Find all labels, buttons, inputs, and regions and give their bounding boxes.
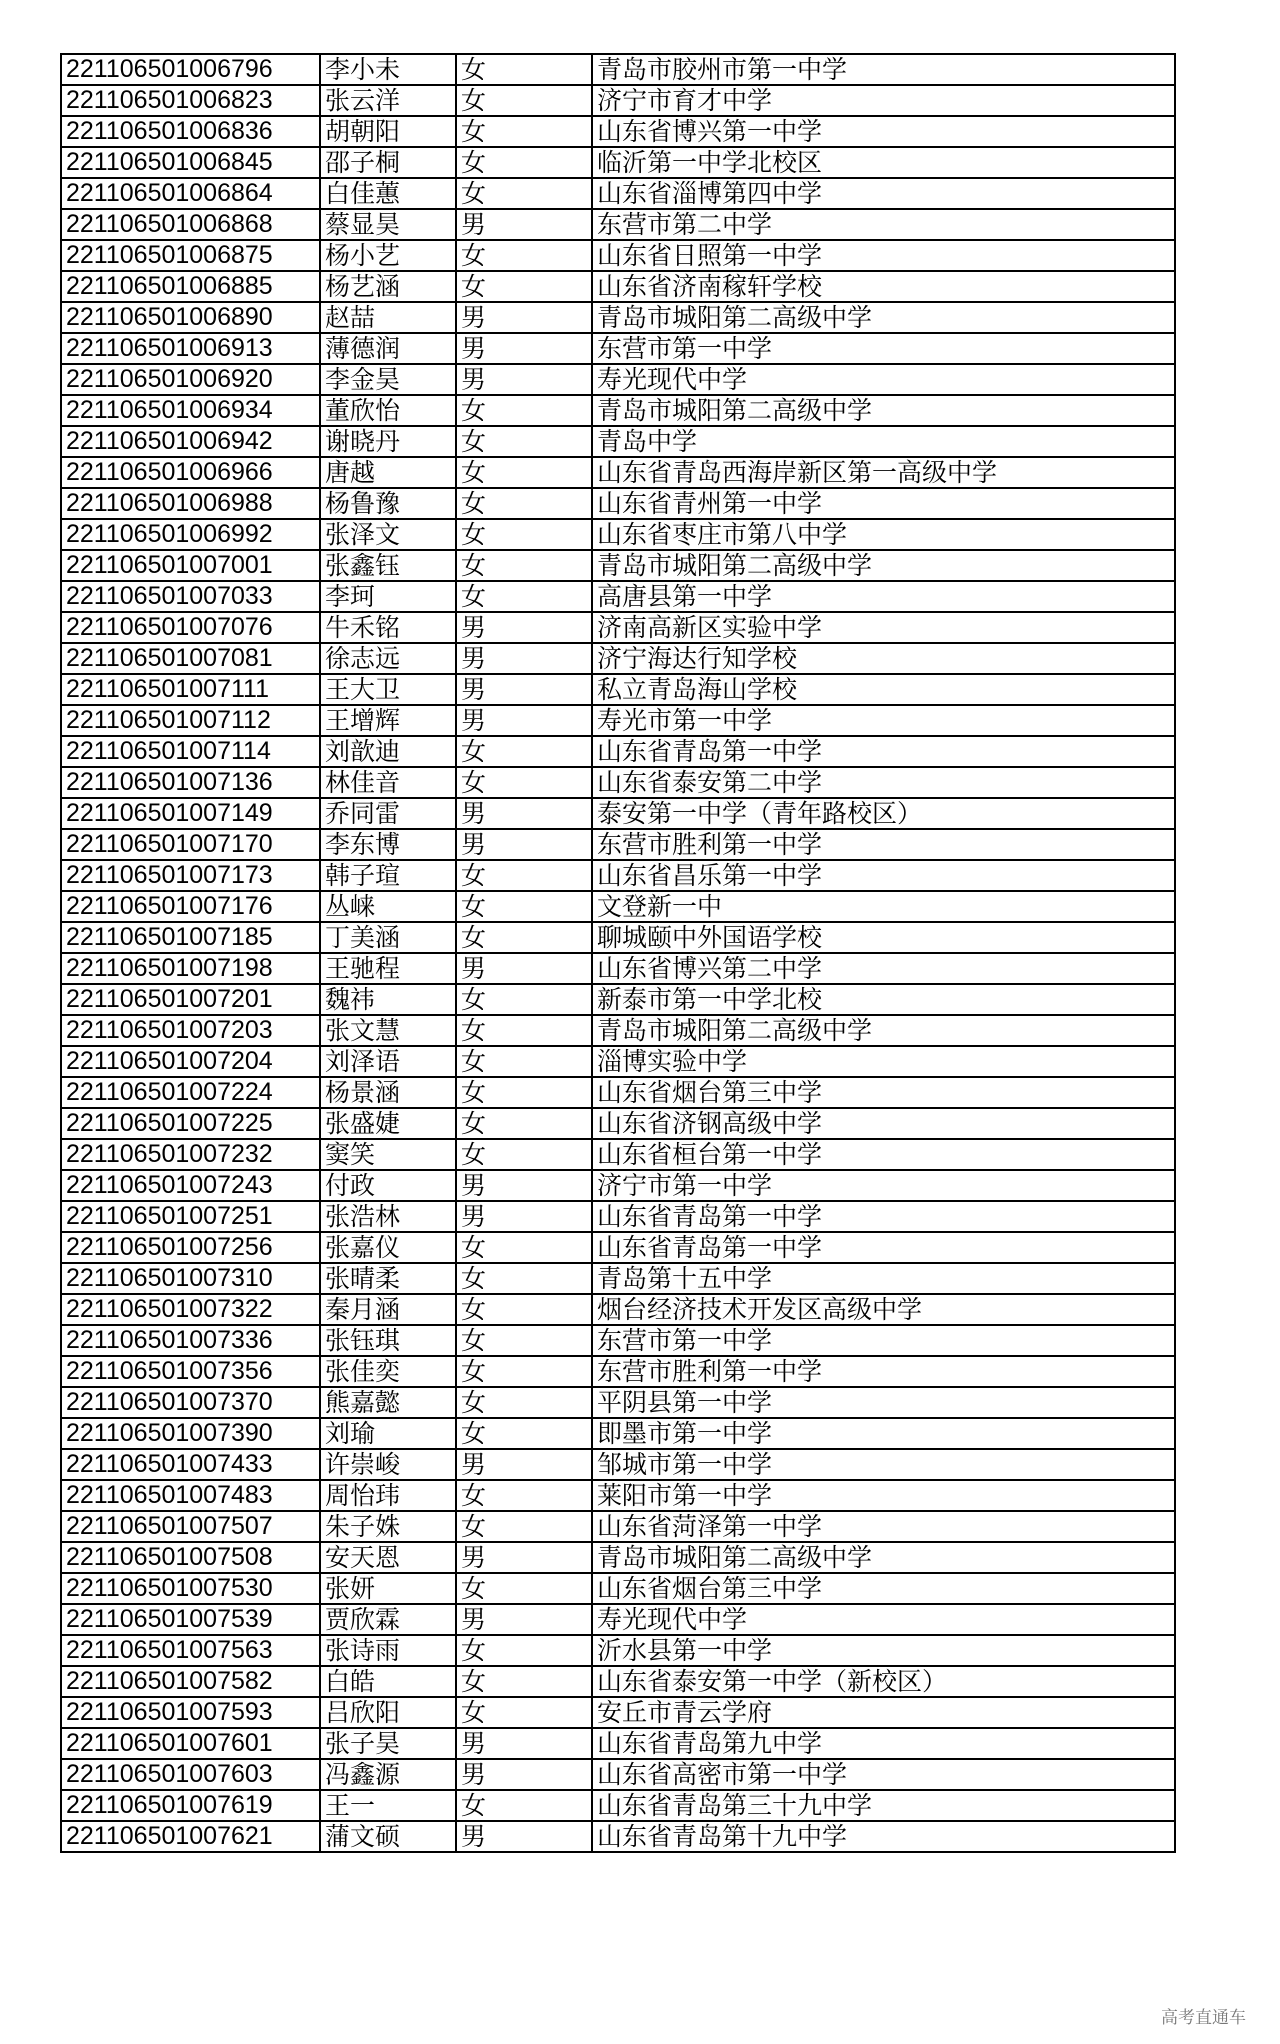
school-cell: 山东省青岛第十九中学 bbox=[592, 1821, 1175, 1852]
gender-cell: 女 bbox=[456, 1666, 592, 1697]
gender-cell: 女 bbox=[456, 1387, 592, 1418]
exam-id-cell: 221106501007390 bbox=[61, 1418, 320, 1449]
school-cell: 山东省青岛西海岸新区第一高级中学 bbox=[592, 457, 1175, 488]
table-row bbox=[61, 612, 1175, 643]
gender-cell: 男 bbox=[456, 1170, 592, 1201]
table-row bbox=[61, 1666, 1175, 1697]
table-row bbox=[61, 54, 1175, 85]
gender-cell: 女 bbox=[456, 426, 592, 457]
school-cell: 寿光现代中学 bbox=[592, 364, 1175, 395]
gender-cell: 男 bbox=[456, 1201, 592, 1232]
table-row bbox=[61, 674, 1175, 705]
table-row bbox=[61, 240, 1175, 271]
exam-id-cell: 221106501007310 bbox=[61, 1263, 320, 1294]
table-row bbox=[61, 1077, 1175, 1108]
gender-cell: 女 bbox=[456, 1263, 592, 1294]
name-cell: 牛禾铭 bbox=[320, 612, 456, 643]
name-cell: 张泽文 bbox=[320, 519, 456, 550]
exam-id-cell: 221106501007601 bbox=[61, 1728, 320, 1759]
exam-id-cell: 221106501007224 bbox=[61, 1077, 320, 1108]
name-cell: 贾欣霖 bbox=[320, 1604, 456, 1635]
school-cell: 山东省青岛第一中学 bbox=[592, 1201, 1175, 1232]
table-row bbox=[61, 860, 1175, 891]
name-cell: 韩子瑄 bbox=[320, 860, 456, 891]
exam-id-cell: 221106501006890 bbox=[61, 302, 320, 333]
school-cell: 东营市胜利第一中学 bbox=[592, 829, 1175, 860]
table-row bbox=[61, 1697, 1175, 1728]
school-cell: 即墨市第一中学 bbox=[592, 1418, 1175, 1449]
school-cell: 高唐县第一中学 bbox=[592, 581, 1175, 612]
name-cell: 张浩林 bbox=[320, 1201, 456, 1232]
school-cell: 山东省泰安第二中学 bbox=[592, 767, 1175, 798]
table-row bbox=[61, 829, 1175, 860]
name-cell: 张佳奕 bbox=[320, 1356, 456, 1387]
school-cell: 山东省烟台第三中学 bbox=[592, 1077, 1175, 1108]
school-cell: 邹城市第一中学 bbox=[592, 1449, 1175, 1480]
table-row bbox=[61, 488, 1175, 519]
name-cell: 丛崃 bbox=[320, 891, 456, 922]
exam-id-cell: 221106501007356 bbox=[61, 1356, 320, 1387]
exam-id-cell: 221106501007530 bbox=[61, 1573, 320, 1604]
name-cell: 张晴柔 bbox=[320, 1263, 456, 1294]
table-row bbox=[61, 798, 1175, 829]
name-cell: 张子昊 bbox=[320, 1728, 456, 1759]
exam-id-cell: 221106501006823 bbox=[61, 85, 320, 116]
gender-cell: 女 bbox=[456, 1697, 592, 1728]
gender-cell: 男 bbox=[456, 302, 592, 333]
school-cell: 青岛市胶州市第一中学 bbox=[592, 54, 1175, 85]
exam-id-cell: 221106501007114 bbox=[61, 736, 320, 767]
table-row bbox=[61, 147, 1175, 178]
exam-id-cell: 221106501006913 bbox=[61, 333, 320, 364]
exam-id-cell: 221106501006934 bbox=[61, 395, 320, 426]
school-cell: 青岛市城阳第二高级中学 bbox=[592, 550, 1175, 581]
exam-id-cell: 221106501007322 bbox=[61, 1294, 320, 1325]
exam-id-cell: 221106501006885 bbox=[61, 271, 320, 302]
name-cell: 薄德润 bbox=[320, 333, 456, 364]
exam-id-cell: 221106501006868 bbox=[61, 209, 320, 240]
table-row bbox=[61, 1201, 1175, 1232]
school-cell: 文登新一中 bbox=[592, 891, 1175, 922]
school-cell: 沂水县第一中学 bbox=[592, 1635, 1175, 1666]
table-row bbox=[61, 550, 1175, 581]
name-cell: 杨小艺 bbox=[320, 240, 456, 271]
exam-id-cell: 221106501007203 bbox=[61, 1015, 320, 1046]
gender-cell: 男 bbox=[456, 1821, 592, 1852]
name-cell: 徐志远 bbox=[320, 643, 456, 674]
table-row bbox=[61, 426, 1175, 457]
exam-id-cell: 221106501007433 bbox=[61, 1449, 320, 1480]
name-cell: 杨艺涵 bbox=[320, 271, 456, 302]
exam-id-cell: 221106501006836 bbox=[61, 116, 320, 147]
table-row bbox=[61, 271, 1175, 302]
exam-id-cell: 221106501007176 bbox=[61, 891, 320, 922]
exam-id-cell: 221106501006864 bbox=[61, 178, 320, 209]
name-cell: 刘歆迪 bbox=[320, 736, 456, 767]
gender-cell: 女 bbox=[456, 984, 592, 1015]
exam-id-cell: 221106501007149 bbox=[61, 798, 320, 829]
name-cell: 唐越 bbox=[320, 457, 456, 488]
name-cell: 胡朝阳 bbox=[320, 116, 456, 147]
table-row bbox=[61, 1263, 1175, 1294]
school-cell: 山东省博兴第一中学 bbox=[592, 116, 1175, 147]
gender-cell: 女 bbox=[456, 891, 592, 922]
table-row bbox=[61, 1821, 1175, 1852]
school-cell: 山东省淄博第四中学 bbox=[592, 178, 1175, 209]
gender-cell: 女 bbox=[456, 1418, 592, 1449]
table-row bbox=[61, 178, 1175, 209]
exam-id-cell: 221106501007112 bbox=[61, 705, 320, 736]
gender-cell: 女 bbox=[456, 736, 592, 767]
exam-id-cell: 221106501007201 bbox=[61, 984, 320, 1015]
exam-id-cell: 221106501007336 bbox=[61, 1325, 320, 1356]
table-row bbox=[61, 1294, 1175, 1325]
gender-cell: 男 bbox=[456, 1759, 592, 1790]
name-cell: 许崇峻 bbox=[320, 1449, 456, 1480]
school-cell: 山东省日照第一中学 bbox=[592, 240, 1175, 271]
gender-cell: 女 bbox=[456, 767, 592, 798]
name-cell: 李金昊 bbox=[320, 364, 456, 395]
name-cell: 张盛婕 bbox=[320, 1108, 456, 1139]
name-cell: 丁美涵 bbox=[320, 922, 456, 953]
exam-id-cell: 221106501007243 bbox=[61, 1170, 320, 1201]
exam-id-cell: 221106501007582 bbox=[61, 1666, 320, 1697]
name-cell: 林佳音 bbox=[320, 767, 456, 798]
gender-cell: 男 bbox=[456, 829, 592, 860]
exam-id-cell: 221106501007225 bbox=[61, 1108, 320, 1139]
table-row bbox=[61, 1139, 1175, 1170]
exam-id-cell: 221106501007198 bbox=[61, 953, 320, 984]
school-cell: 泰安第一中学（青年路校区） bbox=[592, 798, 1175, 829]
name-cell: 吕欣阳 bbox=[320, 1697, 456, 1728]
gender-cell: 女 bbox=[456, 1046, 592, 1077]
gender-cell: 女 bbox=[456, 395, 592, 426]
table-row bbox=[61, 767, 1175, 798]
school-cell: 东营市胜利第一中学 bbox=[592, 1356, 1175, 1387]
table-row bbox=[61, 364, 1175, 395]
gender-cell: 女 bbox=[456, 271, 592, 302]
exam-id-cell: 221106501007170 bbox=[61, 829, 320, 860]
exam-id-cell: 221106501006796 bbox=[61, 54, 320, 85]
school-cell: 山东省博兴第二中学 bbox=[592, 953, 1175, 984]
name-cell: 白佳蕙 bbox=[320, 178, 456, 209]
table-row bbox=[61, 1480, 1175, 1511]
name-cell: 张文慧 bbox=[320, 1015, 456, 1046]
gender-cell: 男 bbox=[456, 643, 592, 674]
name-cell: 赵喆 bbox=[320, 302, 456, 333]
table-row bbox=[61, 302, 1175, 333]
school-cell: 淄博实验中学 bbox=[592, 1046, 1175, 1077]
school-cell: 青岛市城阳第二高级中学 bbox=[592, 1542, 1175, 1573]
school-cell: 平阴县第一中学 bbox=[592, 1387, 1175, 1418]
gender-cell: 男 bbox=[456, 1728, 592, 1759]
gender-cell: 女 bbox=[456, 519, 592, 550]
school-cell: 山东省青岛第一中学 bbox=[592, 1232, 1175, 1263]
gender-cell: 男 bbox=[456, 612, 592, 643]
exam-id-cell: 221106501006966 bbox=[61, 457, 320, 488]
exam-id-cell: 221106501007001 bbox=[61, 550, 320, 581]
exam-id-cell: 221106501007256 bbox=[61, 1232, 320, 1263]
name-cell: 秦月涵 bbox=[320, 1294, 456, 1325]
gender-cell: 女 bbox=[456, 1325, 592, 1356]
gender-cell: 男 bbox=[456, 798, 592, 829]
name-cell: 王大卫 bbox=[320, 674, 456, 705]
school-cell: 临沂第一中学北校区 bbox=[592, 147, 1175, 178]
gender-cell: 女 bbox=[456, 581, 592, 612]
exam-id-cell: 221106501007621 bbox=[61, 1821, 320, 1852]
exam-id-cell: 221106501007081 bbox=[61, 643, 320, 674]
exam-id-cell: 221106501007508 bbox=[61, 1542, 320, 1573]
name-cell: 刘泽语 bbox=[320, 1046, 456, 1077]
name-cell: 张鑫钰 bbox=[320, 550, 456, 581]
gender-cell: 女 bbox=[456, 178, 592, 209]
exam-id-cell: 221106501006992 bbox=[61, 519, 320, 550]
name-cell: 张嘉仪 bbox=[320, 1232, 456, 1263]
gender-cell: 女 bbox=[456, 54, 592, 85]
gender-cell: 女 bbox=[456, 1108, 592, 1139]
table-row bbox=[61, 209, 1175, 240]
school-cell: 济南高新区实验中学 bbox=[592, 612, 1175, 643]
table-row bbox=[61, 1325, 1175, 1356]
name-cell: 谢晓丹 bbox=[320, 426, 456, 457]
exam-id-cell: 221106501007563 bbox=[61, 1635, 320, 1666]
school-cell: 东营市第二中学 bbox=[592, 209, 1175, 240]
school-cell: 东营市第一中学 bbox=[592, 333, 1175, 364]
name-cell: 王一 bbox=[320, 1790, 456, 1821]
school-cell: 山东省枣庄市第八中学 bbox=[592, 519, 1175, 550]
table-row bbox=[61, 1108, 1175, 1139]
name-cell: 张妍 bbox=[320, 1573, 456, 1604]
gender-cell: 女 bbox=[456, 1790, 592, 1821]
exam-id-cell: 221106501006942 bbox=[61, 426, 320, 457]
exam-id-cell: 221106501007204 bbox=[61, 1046, 320, 1077]
exam-id-cell: 221106501007593 bbox=[61, 1697, 320, 1728]
name-cell: 刘瑜 bbox=[320, 1418, 456, 1449]
gender-cell: 女 bbox=[456, 1573, 592, 1604]
school-cell: 山东省桓台第一中学 bbox=[592, 1139, 1175, 1170]
school-cell: 山东省菏泽第一中学 bbox=[592, 1511, 1175, 1542]
table-row bbox=[61, 953, 1175, 984]
school-cell: 青岛市城阳第二高级中学 bbox=[592, 302, 1175, 333]
name-cell: 周怡玮 bbox=[320, 1480, 456, 1511]
name-cell: 李珂 bbox=[320, 581, 456, 612]
name-cell: 王驰程 bbox=[320, 953, 456, 984]
school-cell: 寿光市第一中学 bbox=[592, 705, 1175, 736]
student-roster-table bbox=[60, 53, 1176, 1853]
gender-cell: 男 bbox=[456, 674, 592, 705]
school-cell: 私立青岛海山学校 bbox=[592, 674, 1175, 705]
exam-id-cell: 221106501007483 bbox=[61, 1480, 320, 1511]
gender-cell: 男 bbox=[456, 1542, 592, 1573]
exam-id-cell: 221106501007033 bbox=[61, 581, 320, 612]
exam-id-cell: 221106501007185 bbox=[61, 922, 320, 953]
school-cell: 聊城颐中外国语学校 bbox=[592, 922, 1175, 953]
gender-cell: 女 bbox=[456, 1356, 592, 1387]
exam-id-cell: 221106501007136 bbox=[61, 767, 320, 798]
name-cell: 付政 bbox=[320, 1170, 456, 1201]
table-row bbox=[61, 1573, 1175, 1604]
roster-body bbox=[61, 54, 1175, 1852]
school-cell: 东营市第一中学 bbox=[592, 1325, 1175, 1356]
name-cell: 李东博 bbox=[320, 829, 456, 860]
table-row bbox=[61, 1170, 1175, 1201]
table-row bbox=[61, 736, 1175, 767]
table-row bbox=[61, 1356, 1175, 1387]
gender-cell: 女 bbox=[456, 488, 592, 519]
school-cell: 济宁市育才中学 bbox=[592, 85, 1175, 116]
exam-id-cell: 221106501006845 bbox=[61, 147, 320, 178]
school-cell: 山东省济钢高级中学 bbox=[592, 1108, 1175, 1139]
school-cell: 济宁海达行知学校 bbox=[592, 643, 1175, 674]
name-cell: 熊嘉懿 bbox=[320, 1387, 456, 1418]
gender-cell: 女 bbox=[456, 1077, 592, 1108]
school-cell: 寿光现代中学 bbox=[592, 1604, 1175, 1635]
name-cell: 窦笑 bbox=[320, 1139, 456, 1170]
gender-cell: 女 bbox=[456, 860, 592, 891]
gender-cell: 男 bbox=[456, 1449, 592, 1480]
gender-cell: 男 bbox=[456, 209, 592, 240]
table-row bbox=[61, 333, 1175, 364]
school-cell: 青岛第十五中学 bbox=[592, 1263, 1175, 1294]
name-cell: 李小未 bbox=[320, 54, 456, 85]
gender-cell: 男 bbox=[456, 333, 592, 364]
school-cell: 青岛中学 bbox=[592, 426, 1175, 457]
gender-cell: 女 bbox=[456, 147, 592, 178]
name-cell: 张钰琪 bbox=[320, 1325, 456, 1356]
table-row bbox=[61, 1418, 1175, 1449]
gender-cell: 女 bbox=[456, 457, 592, 488]
table-row bbox=[61, 457, 1175, 488]
gender-cell: 男 bbox=[456, 364, 592, 395]
exam-id-cell: 221106501007111 bbox=[61, 674, 320, 705]
exam-id-cell: 221106501007251 bbox=[61, 1201, 320, 1232]
table-row bbox=[61, 922, 1175, 953]
gender-cell: 男 bbox=[456, 705, 592, 736]
table-row bbox=[61, 705, 1175, 736]
name-cell: 王增辉 bbox=[320, 705, 456, 736]
exam-id-cell: 221106501007603 bbox=[61, 1759, 320, 1790]
school-cell: 济宁市第一中学 bbox=[592, 1170, 1175, 1201]
name-cell: 董欣怡 bbox=[320, 395, 456, 426]
name-cell: 张诗雨 bbox=[320, 1635, 456, 1666]
exam-id-cell: 221106501006920 bbox=[61, 364, 320, 395]
name-cell: 安天恩 bbox=[320, 1542, 456, 1573]
gender-cell: 女 bbox=[456, 922, 592, 953]
name-cell: 魏祎 bbox=[320, 984, 456, 1015]
name-cell: 张云洋 bbox=[320, 85, 456, 116]
gender-cell: 女 bbox=[456, 1232, 592, 1263]
gender-cell: 女 bbox=[456, 116, 592, 147]
table-row bbox=[61, 1790, 1175, 1821]
exam-id-cell: 221106501007370 bbox=[61, 1387, 320, 1418]
table-row bbox=[61, 1542, 1175, 1573]
table-row bbox=[61, 581, 1175, 612]
table-row bbox=[61, 85, 1175, 116]
watermark-text: 高考直通车 bbox=[1161, 2008, 1246, 2028]
name-cell: 邵子桐 bbox=[320, 147, 456, 178]
table-row bbox=[61, 891, 1175, 922]
school-cell: 新泰市第一中学北校 bbox=[592, 984, 1175, 1015]
gender-cell: 女 bbox=[456, 1015, 592, 1046]
table-row bbox=[61, 116, 1175, 147]
name-cell: 蔡显昊 bbox=[320, 209, 456, 240]
table-row bbox=[61, 1015, 1175, 1046]
table-row bbox=[61, 1604, 1175, 1635]
table-row bbox=[61, 519, 1175, 550]
school-cell: 青岛市城阳第二高级中学 bbox=[592, 395, 1175, 426]
name-cell: 朱子姝 bbox=[320, 1511, 456, 1542]
school-cell: 山东省昌乐第一中学 bbox=[592, 860, 1175, 891]
school-cell: 青岛市城阳第二高级中学 bbox=[592, 1015, 1175, 1046]
school-cell: 山东省青岛第三十九中学 bbox=[592, 1790, 1175, 1821]
school-cell: 安丘市青云学府 bbox=[592, 1697, 1175, 1728]
school-cell: 烟台经济技术开发区高级中学 bbox=[592, 1294, 1175, 1325]
exam-id-cell: 221106501007619 bbox=[61, 1790, 320, 1821]
table-row bbox=[61, 1759, 1175, 1790]
gender-cell: 女 bbox=[456, 85, 592, 116]
gender-cell: 女 bbox=[456, 1511, 592, 1542]
gender-cell: 男 bbox=[456, 953, 592, 984]
gender-cell: 男 bbox=[456, 1604, 592, 1635]
school-cell: 山东省高密市第一中学 bbox=[592, 1759, 1175, 1790]
table-row bbox=[61, 1449, 1175, 1480]
name-cell: 冯鑫源 bbox=[320, 1759, 456, 1790]
gender-cell: 女 bbox=[456, 1635, 592, 1666]
gender-cell: 女 bbox=[456, 1139, 592, 1170]
gender-cell: 女 bbox=[456, 550, 592, 581]
gender-cell: 女 bbox=[456, 240, 592, 271]
school-cell: 山东省青岛第一中学 bbox=[592, 736, 1175, 767]
school-cell: 山东省烟台第三中学 bbox=[592, 1573, 1175, 1604]
table-row bbox=[61, 1046, 1175, 1077]
table-row bbox=[61, 395, 1175, 426]
table-row bbox=[61, 643, 1175, 674]
school-cell: 山东省青州第一中学 bbox=[592, 488, 1175, 519]
name-cell: 乔同雷 bbox=[320, 798, 456, 829]
school-cell: 山东省济南稼轩学校 bbox=[592, 271, 1175, 302]
table-row bbox=[61, 984, 1175, 1015]
gender-cell: 女 bbox=[456, 1294, 592, 1325]
gender-cell: 女 bbox=[456, 1480, 592, 1511]
table-row bbox=[61, 1635, 1175, 1666]
exam-id-cell: 221106501006988 bbox=[61, 488, 320, 519]
name-cell: 白皓 bbox=[320, 1666, 456, 1697]
school-cell: 山东省泰安第一中学（新校区） bbox=[592, 1666, 1175, 1697]
table-row bbox=[61, 1232, 1175, 1263]
name-cell: 杨鲁豫 bbox=[320, 488, 456, 519]
table-row bbox=[61, 1728, 1175, 1759]
exam-id-cell: 221106501007539 bbox=[61, 1604, 320, 1635]
name-cell: 蒲文硕 bbox=[320, 1821, 456, 1852]
exam-id-cell: 221106501006875 bbox=[61, 240, 320, 271]
exam-id-cell: 221106501007232 bbox=[61, 1139, 320, 1170]
table-row bbox=[61, 1387, 1175, 1418]
table-row bbox=[61, 1511, 1175, 1542]
school-cell: 莱阳市第一中学 bbox=[592, 1480, 1175, 1511]
exam-id-cell: 221106501007076 bbox=[61, 612, 320, 643]
exam-id-cell: 221106501007507 bbox=[61, 1511, 320, 1542]
school-cell: 山东省青岛第九中学 bbox=[592, 1728, 1175, 1759]
exam-id-cell: 221106501007173 bbox=[61, 860, 320, 891]
name-cell: 杨景涵 bbox=[320, 1077, 456, 1108]
